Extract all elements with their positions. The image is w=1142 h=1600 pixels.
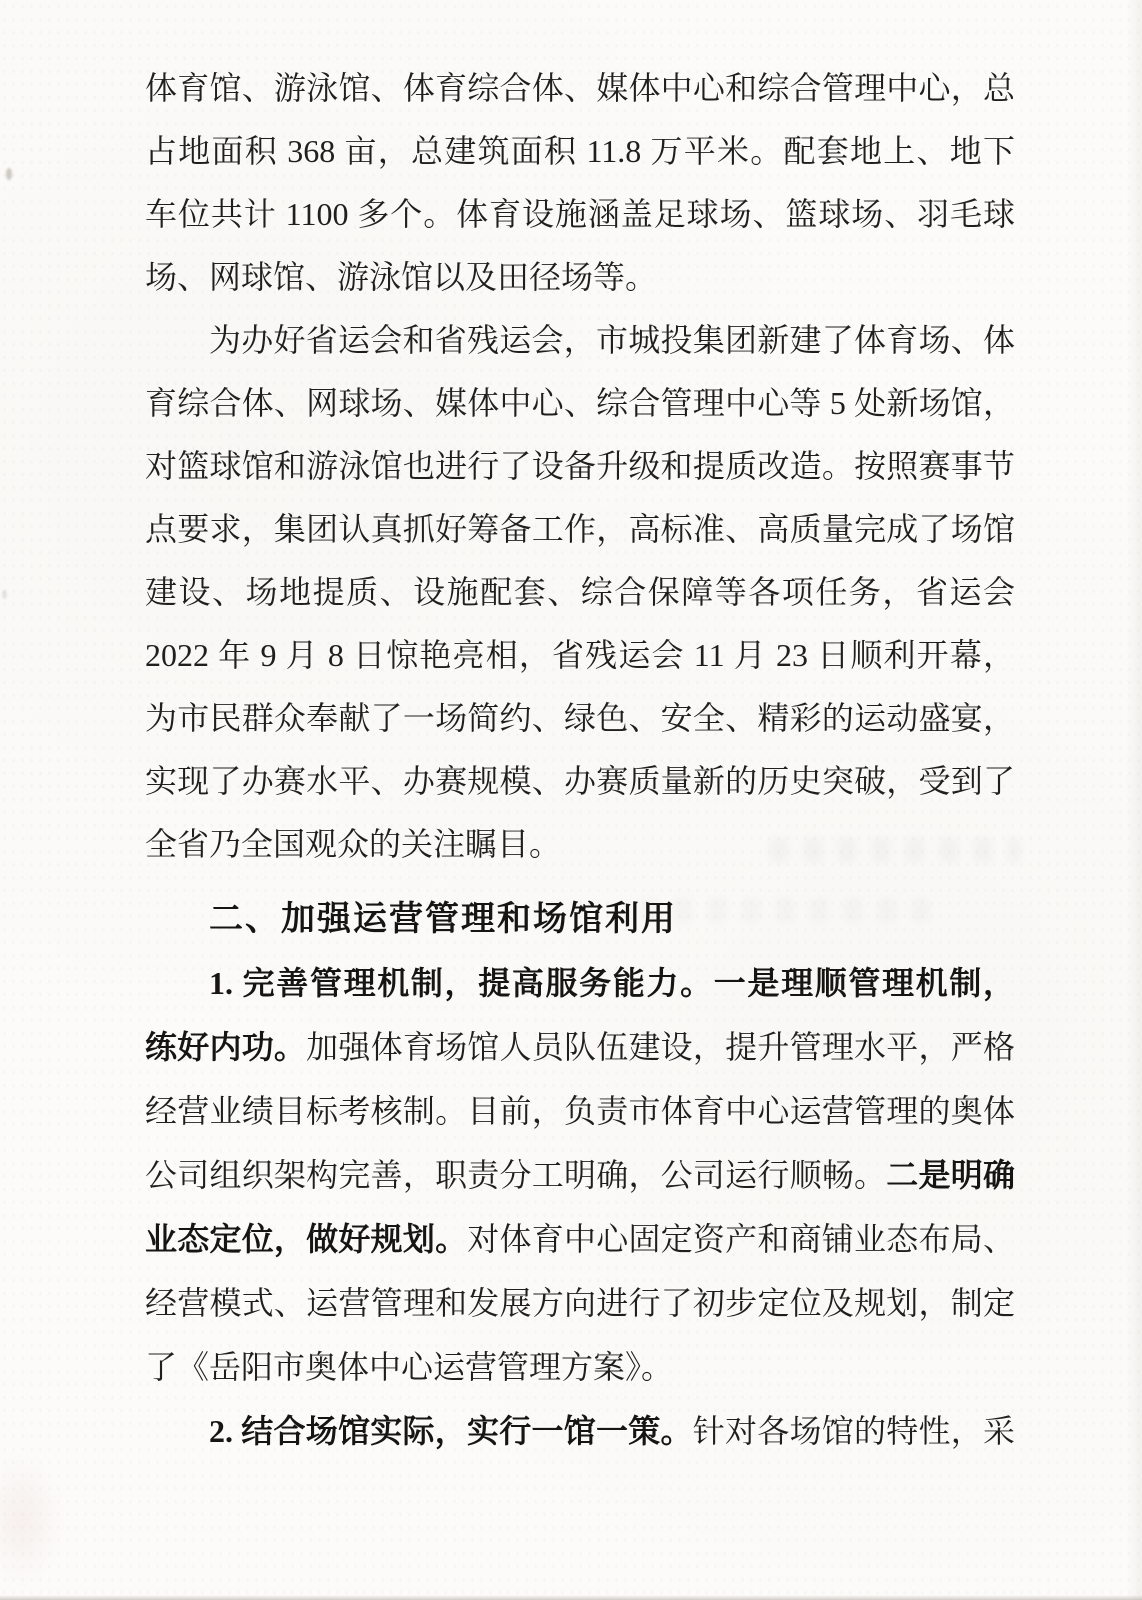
text-segment: 针对各场馆的特性，采 [692, 1413, 1015, 1449]
document-line [145, 624, 1015, 687]
text-segment: 加强体育场馆人员队伍建设，提升管理水平，严格 [306, 1029, 1015, 1065]
text-segment: 对篮球馆和游泳馆也进行了设备升级和提质改造。按照赛事节 [145, 448, 1015, 484]
document-line [145, 951, 1015, 1015]
text-segment: 了《岳阳市奥体中心运营管理方案》。 [145, 1349, 674, 1385]
scan-speck [6, 168, 12, 180]
text-segment: 为市民群众奉献了一场简约、绿色、安全、精彩的运动盛宴， [145, 700, 1015, 736]
text-segment: 经营业绩目标考核制。目前，负责市体育中心运营管理的奥体 [145, 1093, 1015, 1129]
document-line [145, 309, 1015, 372]
text-segment: 场、网球馆、游泳馆以及田径场等。 [145, 259, 658, 295]
document-line [145, 498, 1015, 561]
document-line [145, 372, 1015, 435]
document-line [145, 1015, 1015, 1079]
text-segment: 1. 完善管理机制，提高服务能力。一是理顺管理机制， [209, 965, 1015, 1001]
document-line [145, 813, 1015, 876]
text-segment: 为办好省运会和省残运会，市城投集团新建了体育场、体 [209, 322, 1015, 358]
text-segment: 经营模式、运营管理和发展方向进行了初步定位及规划，制定 [145, 1285, 1015, 1321]
document-line [145, 1399, 1015, 1463]
page-edge-shadow-right [1126, 0, 1142, 1600]
text-segment: 点要求，集团认真抓好筹备工作，高标准、高质量完成了场馆 [145, 511, 1015, 547]
section-heading [145, 888, 1015, 951]
document-line [145, 561, 1015, 624]
text-segment: 体育馆、游泳馆、体育综合体、媒体中心和综合管理中心，总 [145, 70, 1015, 106]
text-segment: 练好内功。 [145, 1029, 307, 1065]
text-segment: 二、加强运营管理和场馆利用 [209, 900, 677, 938]
text-segment: 育综合体、网球场、媒体中心、综合管理中心等 5 处新场馆， [145, 385, 1015, 421]
document-line [145, 120, 1015, 183]
scan-speck [2, 590, 7, 599]
document-line [145, 57, 1015, 120]
document-line [145, 1271, 1015, 1335]
text-segment: 2022 年 9 月 8 日惊艳亮相，省残运会 11 月 23 日顺利开幕， [145, 637, 1015, 673]
document-line [145, 687, 1015, 750]
text-segment: 业态定位，做好规划。 [145, 1221, 468, 1257]
document-line [145, 1143, 1015, 1207]
text-segment: 建设、场地提质、设施配套、综合保障等各项任务，省运会 [145, 574, 1015, 610]
document-line [145, 1207, 1015, 1271]
document-line [145, 1079, 1015, 1143]
text-segment: 二是明确 [886, 1157, 1015, 1193]
text-segment: 全省乃全国观众的关注瞩目。 [145, 826, 562, 862]
document-line [145, 246, 1015, 309]
document-line [145, 183, 1015, 246]
scan-smudge [0, 1455, 62, 1585]
text-segment: 车位共计 1100 多个。体育设施涵盖足球场、篮球场、羽毛球 [145, 196, 1015, 232]
page-edge-shadow-bottom [0, 1595, 1142, 1600]
document-line [145, 435, 1015, 498]
text-segment: 对体育中心固定资产和商铺业态布局、 [467, 1221, 1015, 1257]
text-segment: 2. 结合场馆实际，实行一馆一策。 [209, 1413, 693, 1449]
text-segment: 实现了办赛水平、办赛规模、办赛质量新的历史突破，受到了 [145, 763, 1015, 799]
document-line [145, 750, 1015, 813]
text-segment: 占地面积 368 亩，总建筑面积 11.8 万平米。配套地上、地下 [145, 133, 1015, 169]
document-line [145, 1335, 1015, 1399]
document-body [145, 57, 1015, 1463]
text-segment: 公司组织架构完善，职责分工明确，公司运行顺畅。 [145, 1157, 887, 1193]
